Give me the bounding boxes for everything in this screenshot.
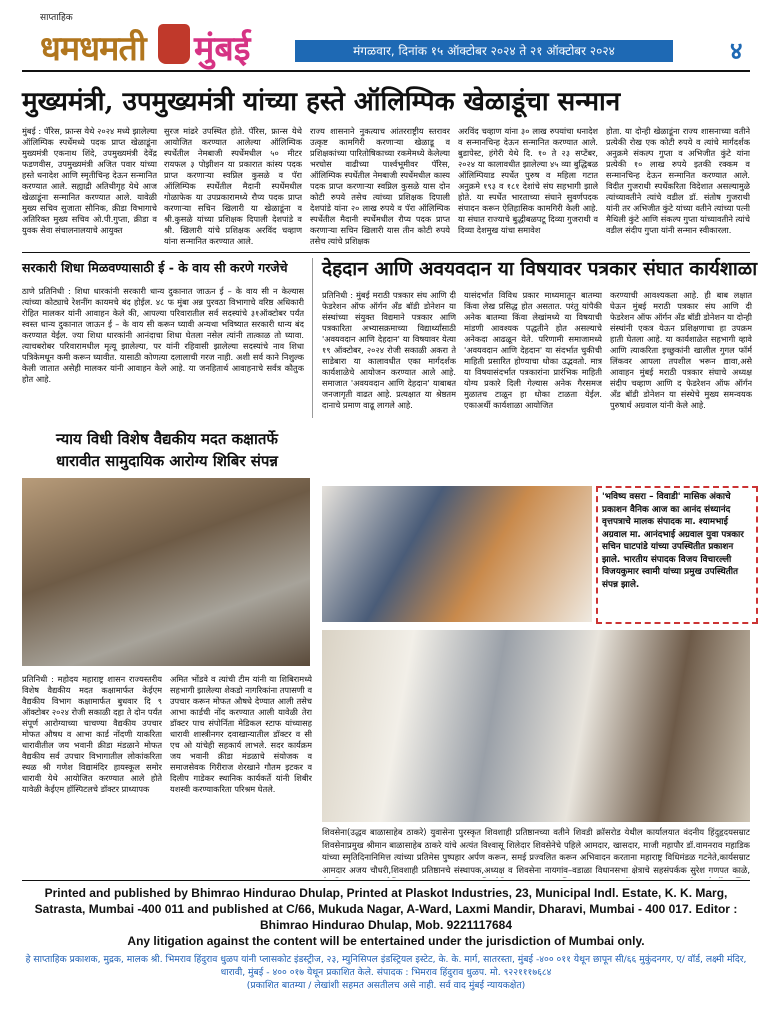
lead-column-4: अरविंद चव्हाण यांना ३० लाख रुपयांचा धनादेश व सन्मानचिन्ह देऊन सन्मानित करण्यात आले. बुडापेस्ट, हंगेरी येथे दि. १० ते २३ सप्टेंबर, २०२४ या कालावधीत झालेल्या ४५ व्या बुद्धिबळ ऑलिम्पियाड स्पर्धेत पुरुष व महिला गटात अनुक्रमे १९३ व १८१ देशांचे संघ सहभागी झाले होते. या स्पर्धेत भारताच्या संघाने सुवर्णपदक संपादन करून ऐतिहासिक कामगिरी केली आहे. या संघात राज्याचे बुद्धीबळपटू दिव्या गुजराथी व दिव्या देशमुख यांचा समावेश xyxy=(458,126,598,235)
camp-story xyxy=(22,428,312,868)
book-launch-caption: 'भविष्य वसरा – विवाडी' मासिक अंकाचे प्रकाशन वैनिक आज का आनंद संध्यानंद वृत्तपत्राचे मालक संपादक मा. श्यामभाई अग्रवाल मा. आनंदभाई अग्रवाल युवा पत्रकार सचिन घाटपांडे यांच्या उपस्थितीत प्रकाशन झाले. भारतीय संपादक विजय विचारल्ली विजयकुमार स्वामी यांच्या प्रमुख उपस्थितीत संपन्न झाले. xyxy=(596,486,758,624)
ration-story xyxy=(22,258,313,418)
organ-column-1: प्रतिनिधी : मुंबई मराठी पत्रकार संघ आणि दी फेडरेशन ऑफ ऑर्गन अँड बॉडी डोनेशन या संस्थांच्या संयुक्त विद्यमाने पत्रकार आणि पत्रकारिता अभ्यासक्रमाच्या विद्यार्थ्यांसाठी 'अवयवदान आणि देहदान' या विषयावर येत्या १९ ऑक्टोबर, २०२४ रोजी सकाळी अकरा ते साडेबारा या कालावधीत एका मार्गदर्शक कार्यशाळेचे आयोजन करण्यात आले आहे. समाजात 'अवयवदान आणि देहदान' याबाबत जनजागृती वाढत आहे. प्रत्यक्षात या श्रेष्ठतम दानाचे प्रमाण वाढू लागले आहे. xyxy=(322,290,456,410)
organ-column-3: करण्याची आवश्यकता आहे. ही बाब लक्षात घेऊन मुंबई मराठी पत्रकार संघ आणि दी फेडरेशन ऑफ ऑर्गन अँड बॉडी डोनेशन या दोन्ही संस्थांनी एकत्र येऊन प्रशिक्षणाचा हा उपक्रम हाती घेतला आहे. या कार्यशाळेत सहभागी व्हावे आणि त्याकरिता इच्छुकांनी खालील गुगल फॉर्म लिंकवर आपला तपशील भरून द्यावा,असे आवाहन मुंबई मराठी पत्रकार संघाचे अध्यक्ष संदीप चव्हाण आणि द फेडरेशन ऑफ ऑर्गन अँड बॉडी डोनेशन या संस्थेचे मुख्य समन्वयक पुरुषार्थ अग्रवाल यांनी केले आहे. xyxy=(610,290,752,410)
camp-heading-line-1: न्याय विधी विशेष वैद्यकीय मदत कक्षातर्फे xyxy=(56,430,278,448)
section-divider xyxy=(22,252,750,253)
imprint-text: Printed and published by Bhimrao Hindurao Dhulap, Printed at Plaskot Industries, 23, Municipal Indl. Estate, K. K. Marg, Satrasta, Mumbai -400 011 and published at C/66, Mukuda Nagar, A-Ward, Laxmi Mandir, Dharavi, Mumbai - 400 017. Editor : Bhimrao Hindurao Dhulap, Mob. 9221117684 xyxy=(34,886,738,932)
brand-logo xyxy=(40,10,300,69)
ration-heading: सरकारी शिधा मिळवण्यासाठी ई - के वाय सी करणे गरजेचे xyxy=(22,260,288,275)
shivsena-photo xyxy=(322,630,750,822)
lead-headline: मुख्यमंत्री, उपमुख्यमंत्री यांच्या हस्ते ऑलिम्पिक खेळाडूंचा सन्मान xyxy=(22,87,621,117)
lead-story-body xyxy=(22,126,750,248)
lead-column-3: राज्य शासनाने नुकत्याच आंतरराष्ट्रीय स्तरावर उत्कृष्ट कामगिरी करणाऱ्या खेळाडू व प्रशिक्षकांच्या पारितोषिकाच्या रकमेमध्ये केलेल्या भरघोस वाढीच्या पार्श्वभूमीवर पॅरिस, ऑलिम्पिक स्पर्धेतील नेमबाजी स्पर्धेमधील कास्य पदक प्राप्त करणाऱ्या स्वप्निल कुसळे यास दोन कोटी रुपये तसेच त्यांच्या प्रशिक्षक दिपाली देशपांडे यांना २० लाख रुपये व पॅरा ऑलिम्पिक स्पर्धेतील मैदानी स्पर्धेमधील रौप्य पदक प्राप्त करणाऱ्या सचिन खिलारी यास तीन कोटी रुपये तसेच त्यांचे प्रशिक्षक xyxy=(310,126,450,246)
camp-column-2: अमित भोंडवे व त्यांची टीम यांनी या शिबिरामध्ये सहभागी झालेल्या शेकडो नागरिकांना तपासणी व उपचार करून मोफत औषधे देण्यात आली तसेच आभा कार्डची नोंद करण्यात आली यावेळी तेरा डॉक्टर पाच संपोर्निता मेडिकल स्टाफ यांच्यासह धारावी शास्त्रीनगर दवाखान्यातील डॉक्टर व सी एच ओ यांचेही सहकार्य लाभले. सदर कार्यक्रम जय भवानी क्रीडा मंडळाचे संयोजक व समाजसेवक गिरीराज शेरखाने गौतम इटकर व दिलीप गाडेकर स्थानिक कार्यकर्ते यांनी शिबीर यशस्वी करण्याकरिता परिश्रम घेतले. xyxy=(170,674,312,794)
issue-date-bar: मंगळवार, दिनांक १५ ऑक्टोबर २०२४ ते २१ ऑक्टोबर २०२४ xyxy=(295,40,673,62)
masthead-rule xyxy=(22,70,750,72)
lead-column-5: होता. या दोन्ही खेळाडूंना राज्य शासनाच्या वतीने प्रत्येकी रोख एक कोटी रुपये व त्यांचे मार्गदर्शक अनुक्रमे संकल्प गुप्ता व अभिजीत कुंटे यांना प्रत्येकी १० लाख रुपये इतकी रक्कम व सन्मानचिन्ह देऊन सन्मानित करण्यात आले. विदीत गुजराथी स्पर्धेकरिता विदेशात असल्यामुळे त्यांच्यावतीने त्यांचे वडील डॉ. संतोष गुजराथी यांनी तर अभिजीत कुंटे यांच्या वतीने त्यांच्या पत्नी मैथिली कुंटे आणि संकल्प गुप्ता यांच्यावतीने त्यांचे वडील संदीप गुप्ता यांनी सन्मान स्वीकारला. xyxy=(606,126,750,235)
litigation-text: Any litigation against the content will be entertained under the jurisdiction of Mumbai only. xyxy=(127,934,645,948)
brand-name-first: धमधमती xyxy=(40,29,146,69)
camp-column-1: प्रतिनिधी : महोदय महाराष्ट्र शासन राज्यस्तरीय विशेष वैद्यकीय मदत कक्षामार्फत केईएम वैद्यकीय विभाग कक्षामार्फत बुधवार दि ९ ऑक्टोबर २०२४ रोजी सकाळी दहा ते दोन पर्यंत संपूर्ण आरोग्याच्या चाचण्या वैद्यकीय उपचार मोफत औषध व आभा कार्ड नोंदणी याकरिता धारावीतील जय भवानी क्रीडा मंडळाने मोफत वैद्यकीय सर्व उपचार विभागातील लोकांकरिता स्थळ श्री गणेश विद्यामंदिर हायस्कूल समोर धारावी येथे आयोजित करण्यात आले होते यावेळी केईएम हॉस्पिटलचे डॉक्टर प्राध्यापक xyxy=(22,674,162,794)
page-number: ४ xyxy=(730,37,743,65)
camp-photo xyxy=(22,478,310,666)
organ-column-2: यासंदर्भात विविध प्रकार माध्यमातून बातम्या किंवा लेख प्रसिद्ध होत असतात. परंतु यांपैकी अनेक बातम्या किंवा लेखांमध्ये या विषयाची मांडणी आवश्यक पद्धतीने होत असल्याचे अनेकदा आढळून येते. परिणामी समाजामध्ये 'अवयवदान आणि देहदान' या संदर्भात चुकीची माहिती प्रसारित होण्याचा धोका उद्भवतो. मात्र या विषयासंदर्भात पत्रकारांना प्रारंभिक माहिती योग्य प्रकारे दिली गेल्यास अनेक गैरसमज मुळातच टाळून हा धोका टाळता येईल. एकाअर्थी कार्यशाळा आयोजित xyxy=(464,290,602,410)
brand-name-city: मुंबई xyxy=(194,29,251,69)
ration-body: ठाणे प्रतिनिधी : शिधा धारकांनी सरकारी धान्य दुकानात जाऊन ई – के वाय सी न केल्यास त्यांच्या कोट्याचे रेशनींग कायमचे बंद होईल. ४८ फ मुंबा अन्न पुरवठा विभागाचे वरिष्ठ अधिकारी रोहित मालकर यांनी आवाहन केले की, आपल्या परिवारातील सर्व सदस्यांचे ३१ऑक्टोबर पर्यंत स्वस्त धान्य दुकानात जाऊन ई – के वाय सी करून घ्यावी अन्यथा भविष्यात सरकारी धान्य बंद करण्यात येईल. ज्या शिधा धारकांनी आनंदाचा शिधा घेतला नसेल त्यांनी तात्काळ तो घ्यावा. त्याचबरोबर परिवारामधील मृत्यू झालेल्या, पर यांनी रहिवासी झालेल्या सदस्यांचे नाव शिधा पत्रिकेमधून कमी करून घ्यावीत. यासाठी कोणत्या दलालाची गरज नाही. अशी सर्व काने निशुल्क केली जातात असेही मालकर यांनी आवाहन केले आहे. या जनहितार्थ आवाहनाचे सर्वत्र कौतुक होत आहे. xyxy=(22,286,304,384)
organ-donation-heading: देहदान आणि अवयवदान या विषयावर पत्रकार संघात कार्यशाळा xyxy=(322,258,758,280)
lead-column-2: सुरज मांढरे उपस्थित होते. पॅरिस, फ्रान्स येथे आयोजित करण्यात आलेल्या ऑलिम्पिक स्पर्धेतील नेमबाजी स्पर्धेमधील ५० मीटर रायफल ३ पोझीशन या प्रकारात कांस्य पदक प्राप्त करणाऱ्या स्वप्निल कुसळे व पॅरा ऑलिम्पिक स्पर्धेतील मैदानी स्पर्धेमधील गोळाफेक या उपप्रकारामध्ये रौप्य पदक प्राप्त करणाऱ्या सचिन खिलारी या खेळाडूंना व श्री.कुसळे यांच्या प्रशिक्षक दिपाली देशपांडे व श्री. खिलारी यांचे प्रशिक्षक अरविंद चव्हाण यांना सन्मानित करण्यात आले. xyxy=(164,126,302,246)
camp-heading-line-2: धारावीत सामुदायिक आरोग्य शिबिर संपन्न xyxy=(56,452,278,470)
marathi-imprint xyxy=(22,953,750,992)
disclaimer-text: (प्रकाशित बातम्या / लेखांशी सहमत असतीलच असे नाही. सर्व वाद मुंबई न्यायकक्षेत) xyxy=(246,980,526,991)
book-launch-photo xyxy=(322,486,592,622)
camp-heading xyxy=(22,428,312,472)
brand-weekly-label: साप्ताहिक xyxy=(40,13,73,23)
marathi-imprint-text: हे साप्ताहिक प्रकाशक, मुद्रक, मालक श्री. भिमराव हिंदुराव धुळप यांनी प्लासकोट इंडस्ट्रीज, २३, म्युनिसिपल इंडस्ट्रियल इस्टेट, के. के. मार्ग, सातरस्ता, मुंबई -४०० ०११ येथून छापून सी/६६ मुकुंदनगर, ए/ वॉर्ड, लक्ष्मी मंदिर, धारावी, मुंबई - ४०० ०१७ येथून प्रकाशित केले. संपादक : भिमराव हिंदुराव धुळप. मो. ९२२१११७६८४ xyxy=(25,954,747,978)
masthead xyxy=(0,0,770,78)
footer-rule xyxy=(22,880,750,881)
lead-column-1: मुंबई : पॅरिस, फ्रान्स येथे २०२४ मध्ये झालेल्या ऑलिम्पिक स्पर्धेमध्ये पदक प्राप्त खेळाडूंना मुख्यमंत्री एकनाथ शिंदे, उपमुख्यमंत्री देवेंद्र फडणवीस, उपमुख्यमंत्री अजित पवार यांच्या हस्ते धनादेश आणि स्मृतीचिन्ह देऊन सन्मानित करण्यात आले. सह्याद्री अतिथीगृह येथे आज खेळाडूंना सन्मानित करण्यात आले. यावेळी मुख्य सचिव सुजाता सौनिक, क्रीडा विभागाचे अतिरिक्त मुख्य सचिव ओ.पी.गुप्ता, क्रीडा व युवक सेवा संचालनालयाचे आयुक्त xyxy=(22,126,157,235)
print-line xyxy=(22,885,750,949)
organ-donation-story xyxy=(322,256,758,478)
raised-fist-icon xyxy=(158,24,190,64)
shivsena-caption: शिवसेना(उद्धव बाळासाहेब ठाकरे) युवासेना पुरस्कृत शिवशाही प्रतिष्ठानच्या वतीने शिवडी क्रॉसरोड येथील कार्यालयात वंदनीय हिंदुहृदयसम्राट शिवसेनाप्रमुख श्रीमान बाळासाहेब ठाकरे यांचे अत्यंत विश्वासू शिलेदार शिवसेनेचे पहिले आमदार, खासदार, माजी महापौर डॉ.वामनराव महाडिक यांच्या स्मृतिदिनानिमित्त त्यांच्या प्रतिमेस पुष्पहार अर्पण करून, समई प्रज्वलित करून अभिवादन करताना महाराष्ट्र विधिमंडळ गटनेते,कार्यसम्राट आमदार अजय चौधरी,शिवशाही प्रतिष्ठानचे संस्थापक,अध्यक्ष व शिवसेना नायगांव–वडाळा विधानसभा क्षेत्राचे सहसंपर्कक सुरेश गणपत काळे, xyxy=(322,827,750,875)
